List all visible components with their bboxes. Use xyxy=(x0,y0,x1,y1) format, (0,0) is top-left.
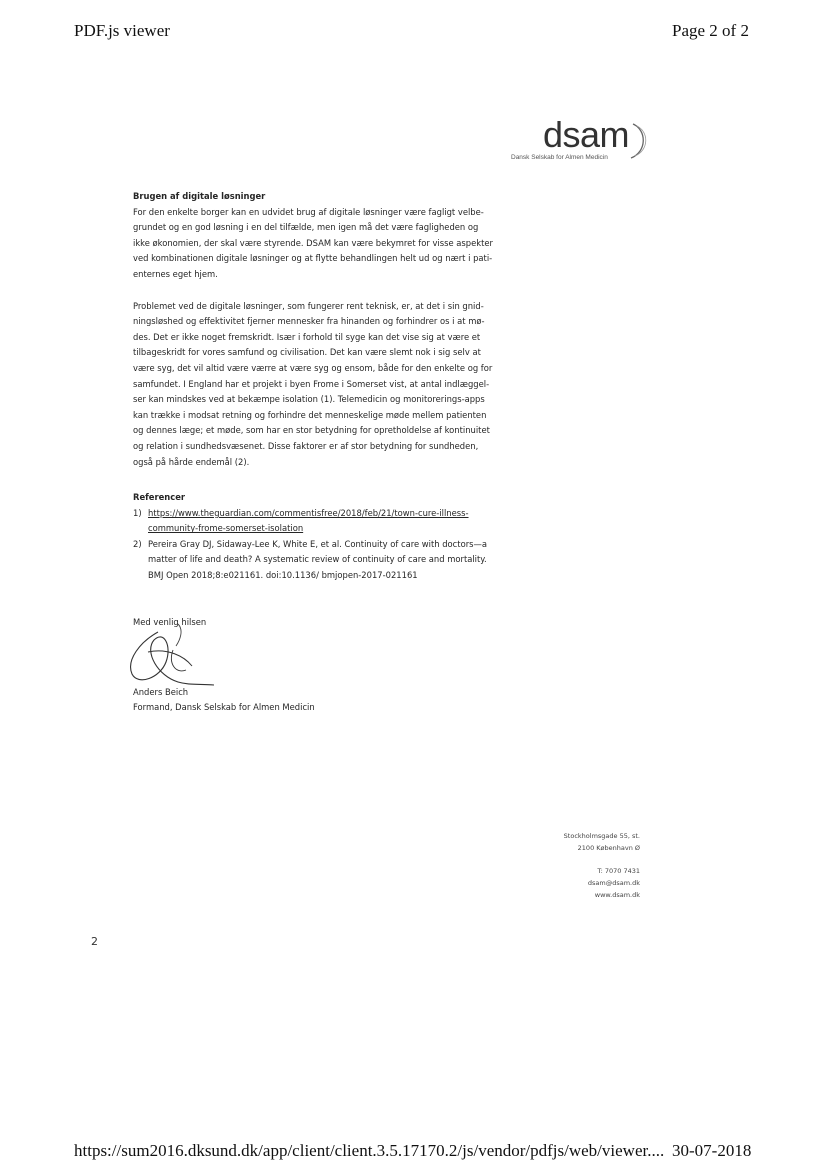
text-line: være syg, det vil altid være værre at være syg og ensom, både for den enkelte og for xyxy=(133,362,493,373)
app-title: PDF.js viewer xyxy=(74,21,170,40)
reference-list xyxy=(133,506,533,584)
text-line: ser kan mindskes ved at bekæmpe isolation (1). Telemedicin og monitorerings-apps xyxy=(133,394,485,405)
footer-url: https://sum2016.dksund.dk/app/client/client.3.5.17170.2/js/vendor/pdfjs/web/viewer.... xyxy=(74,1141,665,1160)
text-line: For den enkelte borger kan en udvidet brug af digitale løsninger være fagligt velbe- xyxy=(133,206,484,217)
reference-link[interactable]: https://www.theguardian.com/commentisfree/2018/feb/21/town-cure-illness- xyxy=(148,507,469,518)
text-line: og relation i sundhedsvæsenet. Disse faktorer er af stor betydning for sundheden, xyxy=(133,440,479,451)
text-line: enternes eget hjem. xyxy=(133,268,218,279)
address-street: Stockholmsgade 55, st. xyxy=(563,832,640,840)
letter-body xyxy=(133,189,533,584)
reference-item xyxy=(133,506,533,537)
reference-number: 2) xyxy=(133,538,142,549)
reference-number: 1) xyxy=(133,507,142,518)
signatory-name: Anders Beich xyxy=(133,686,189,697)
text-line: ved kombinationen digitale løsninger og at flytte behandlingen helt ud og nært i pati- xyxy=(133,253,493,264)
text-line: også på hårde endemål (2). xyxy=(133,456,250,467)
reference-text: matter of life and death? A systematic review of continuity of care and mortality. xyxy=(148,554,487,565)
handwritten-signature xyxy=(118,612,228,697)
logo-word: dsam xyxy=(543,114,630,155)
page-indicator: Page 2 of 2 xyxy=(672,21,749,40)
reference-text: BMJ Open 2018;8:e021161. doi:10.1136/ bmjopen-2017-021161 xyxy=(148,570,418,581)
references-heading: Referencer xyxy=(133,492,186,503)
page-number: 2 xyxy=(91,935,98,948)
text-line: kan trække i modsat retning og forhindre det menneskelige møde mellem patienten xyxy=(133,409,487,420)
text-line: og dennes læge; et møde, som har en stor betydning for opretholdelse af kontinuitet xyxy=(133,425,490,436)
text-line: samfundet. I England har et projekt i byen Frome i Somerset vist, at antal indlæggel- xyxy=(133,378,490,389)
address-phone: T: 7070 7431 xyxy=(597,867,640,875)
reference-link-cont[interactable]: community-frome-somerset-isolation xyxy=(148,523,304,534)
section-heading: Brugen af digitale løsninger xyxy=(133,191,266,201)
text-line: tilbageskridt for vores samfund og civilisation. Det kan være slemt nok i sig selv at xyxy=(133,347,481,358)
greeting: Med venlig hilsen xyxy=(133,617,207,627)
text-line: grundet og en god løsning i en del tilfælde, men igen må det være fagligheden og xyxy=(133,222,479,233)
address-web: www.dsam.dk xyxy=(594,891,640,899)
footer-date: 30-07-2018 xyxy=(672,1141,752,1160)
dsam-logo xyxy=(505,116,655,166)
signatory-title: Formand, Dansk Selskab for Almen Medicin xyxy=(133,702,315,713)
text-line: ningsløshed og effektivitet fjerner mennesker fra hinanden og forhindrer os i at mø- xyxy=(133,316,485,327)
reference-text: Pereira Gray DJ, Sidaway-Lee K, White E, et al. Continuity of care with doctors—a xyxy=(148,538,488,549)
address-email: dsam@dsam.dk xyxy=(587,879,640,887)
text-line: des. Det er ikke noget fremskridt. Især i forhold til syge kan det vise sig at være et xyxy=(133,331,481,342)
reference-item xyxy=(133,537,533,584)
text-line: ikke økonomien, der skal være styrende. DSAM kan være bekymret for visse aspekter xyxy=(133,237,493,248)
address-block xyxy=(520,830,640,901)
logo-subtitle: Dansk Selskab for Almen Medicin xyxy=(511,154,608,161)
text-line: Problemet ved de digitale løsninger, som fungerer rent teknisk, er, at det i sin gnid- xyxy=(133,300,484,311)
address-city: 2100 København Ø xyxy=(577,844,640,852)
